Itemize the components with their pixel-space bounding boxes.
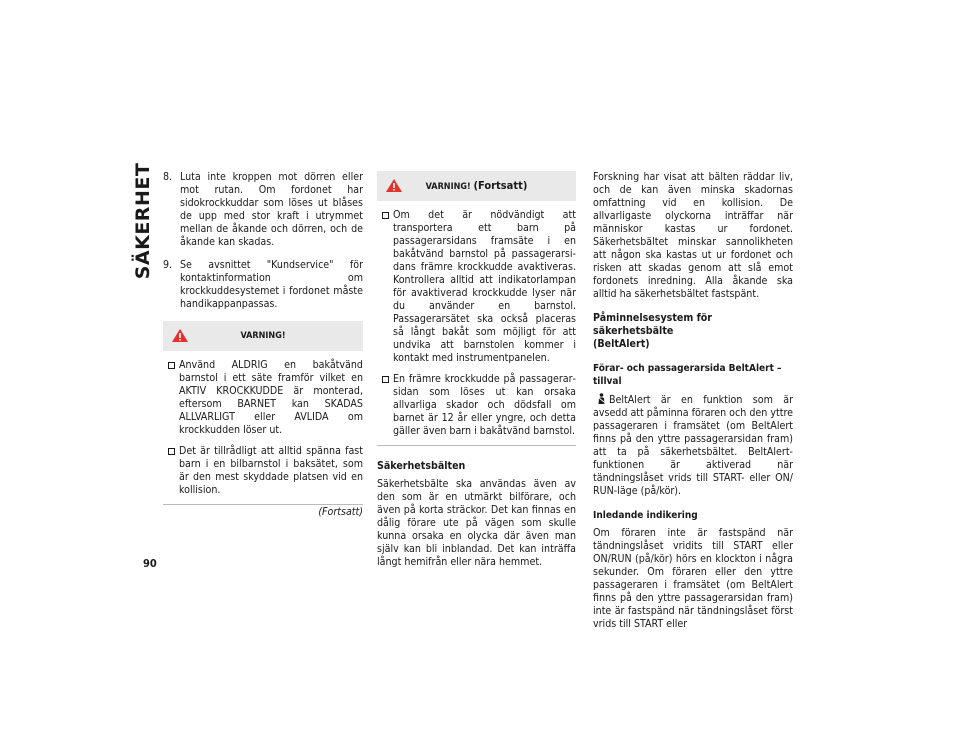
item-number: 8. (163, 171, 173, 183)
warning-bullet-item (168, 445, 363, 497)
warning-triangle-icon (385, 178, 403, 193)
warning-title: VARNING! (425, 182, 471, 192)
body-paragraph: Säkerhetsbälte ska användas även av den som är en utmärkt bilförare, och även på korta sträckor. Det kan finnas en dålig förare ute på vägen som skulle kunna orsaka en olycka där även man själv kan bli inblandad. Det kan inträffa långt hemifrån eller nära hemmet. (377, 478, 576, 568)
subheading: Inledande indikering (593, 510, 698, 521)
warning-text: Om det är nödvändigt att transportera ett barn på passagerarsidans framsäte i en bakåtvänd barnstol på passagerarsidans främre krockkudde avaktiveras. Kontrollera alltid att indikatorlampan för avaktiverad krockkudde lyser när du använder en barnstol. Passagerarsätet ska också placeras så långt bakåt som möjligt för att undvika att barnstolen kommer i kontakt med instrumentpanelen. (393, 209, 576, 364)
body-paragraph: Om föraren inte är fastspänd när tändningslåset vridits till START eller ON/RUN (på/kör) hörs en klockton i några sekunder. Om föraren eller den yttre passageraren i framsätet (om BeltAlert finns på den yttre passagerarsidan fram) inte är fastspänd när tändningslåset först vrids till START eller (593, 527, 793, 630)
warning-bullet-item (168, 359, 363, 437)
item-text: Se avsnittet "Kundservice" för kontaktinformation om krockkuddesystemet i fordonet måste handikappanpassas. (180, 259, 363, 310)
heading-line: (BeltAlert) (593, 338, 650, 350)
warning-header (377, 171, 576, 201)
warning-body (163, 351, 363, 504)
paragraph-text: BeltAlert är en funktion som är avsedd att påminna föraren och den yttre passageraren i framsätet (om BeltAlert finns på den yttre passagerarsidan fram) att ta på säkerhetsbältet. BeltAlert-funktionen är aktiverad när tändningslåset vrids till START- eller ON/ RUN-läge (på/kör). (593, 394, 793, 497)
square-bullet-icon (382, 212, 389, 219)
seatbelt-icon (597, 393, 606, 404)
warning-title: VARNING! (240, 331, 286, 341)
warning-triangle-icon (171, 328, 189, 343)
warning-title-suffix: (Fortsatt) (473, 179, 528, 192)
page-number: 90 (143, 557, 157, 570)
numbered-item (163, 259, 363, 311)
warning-header (163, 321, 363, 351)
warning-bullet-item (382, 209, 576, 365)
item-number: 9. (163, 259, 173, 271)
square-bullet-icon (168, 362, 175, 369)
warning-text: En främre krockkudde på passagerarsidan som löses ut kan orsaka allvarliga skador och dödsfall om barnet är 12 år eller yngre, och detta gäller även barn i bakåtvänd barnstol. (393, 373, 576, 437)
warning-body (377, 201, 576, 445)
column-middle (377, 171, 576, 569)
section-heading: Säkerhetsbälten (377, 460, 466, 472)
warning-bullet-item (382, 373, 576, 438)
body-paragraph: Forskning har visat att bälten räddar liv, och de kan även minska skadornas omfattning vid en kollision. De allvarligaste olyckorna inträffar när människor kastas ur fordonet. Säkerhetsbältet minskar sannolikheten att någon ska kastas ut ur fordonet och risken att skadas genom att slå emot fordonets inredning. Alla åkande ska alltid ha säkerhetsbältet fastspänt. (593, 171, 793, 300)
column-left (163, 171, 363, 519)
warning-box (163, 321, 363, 505)
continued-note: (Fortsatt) (318, 506, 363, 518)
subheading: Förar- och passagerarsida BeltAlert – tillval (593, 363, 782, 387)
numbered-item (163, 171, 363, 249)
warning-text: Använd ALDRIG en bakåtvänd barnstol i ett säte framför vilket en AKTIV KROCKKUDDE är monterad, eftersom BARNET kan SKADAS ALLVARLIGT eller AVLIDA om krockkudden löser ut. (179, 359, 363, 436)
section-side-label (128, 162, 158, 280)
section-label-text: SÄKERHET (132, 162, 154, 280)
column-right (593, 171, 793, 631)
item-text: Luta inte kroppen mot dörren eller mot rutan. Om fordonet har sidokrockkuddar som löses ut blåses de upp med stor kraft i utrymmet mellan de åkande och dörren, och de åkande kan skadas. (180, 171, 363, 248)
square-bullet-icon (168, 448, 175, 455)
square-bullet-icon (382, 376, 389, 383)
body-paragraph (593, 393, 793, 498)
warning-box (377, 171, 576, 446)
heading-line: Påminnelsesystem för säkerhetsbälte (593, 312, 712, 337)
warning-text: Det är tillrådligt att alltid spänna fast barn i en bilbarnstol i baksätet, som är den mest skyddade platsen vid en kollision. (179, 445, 363, 496)
section-heading (593, 312, 793, 351)
